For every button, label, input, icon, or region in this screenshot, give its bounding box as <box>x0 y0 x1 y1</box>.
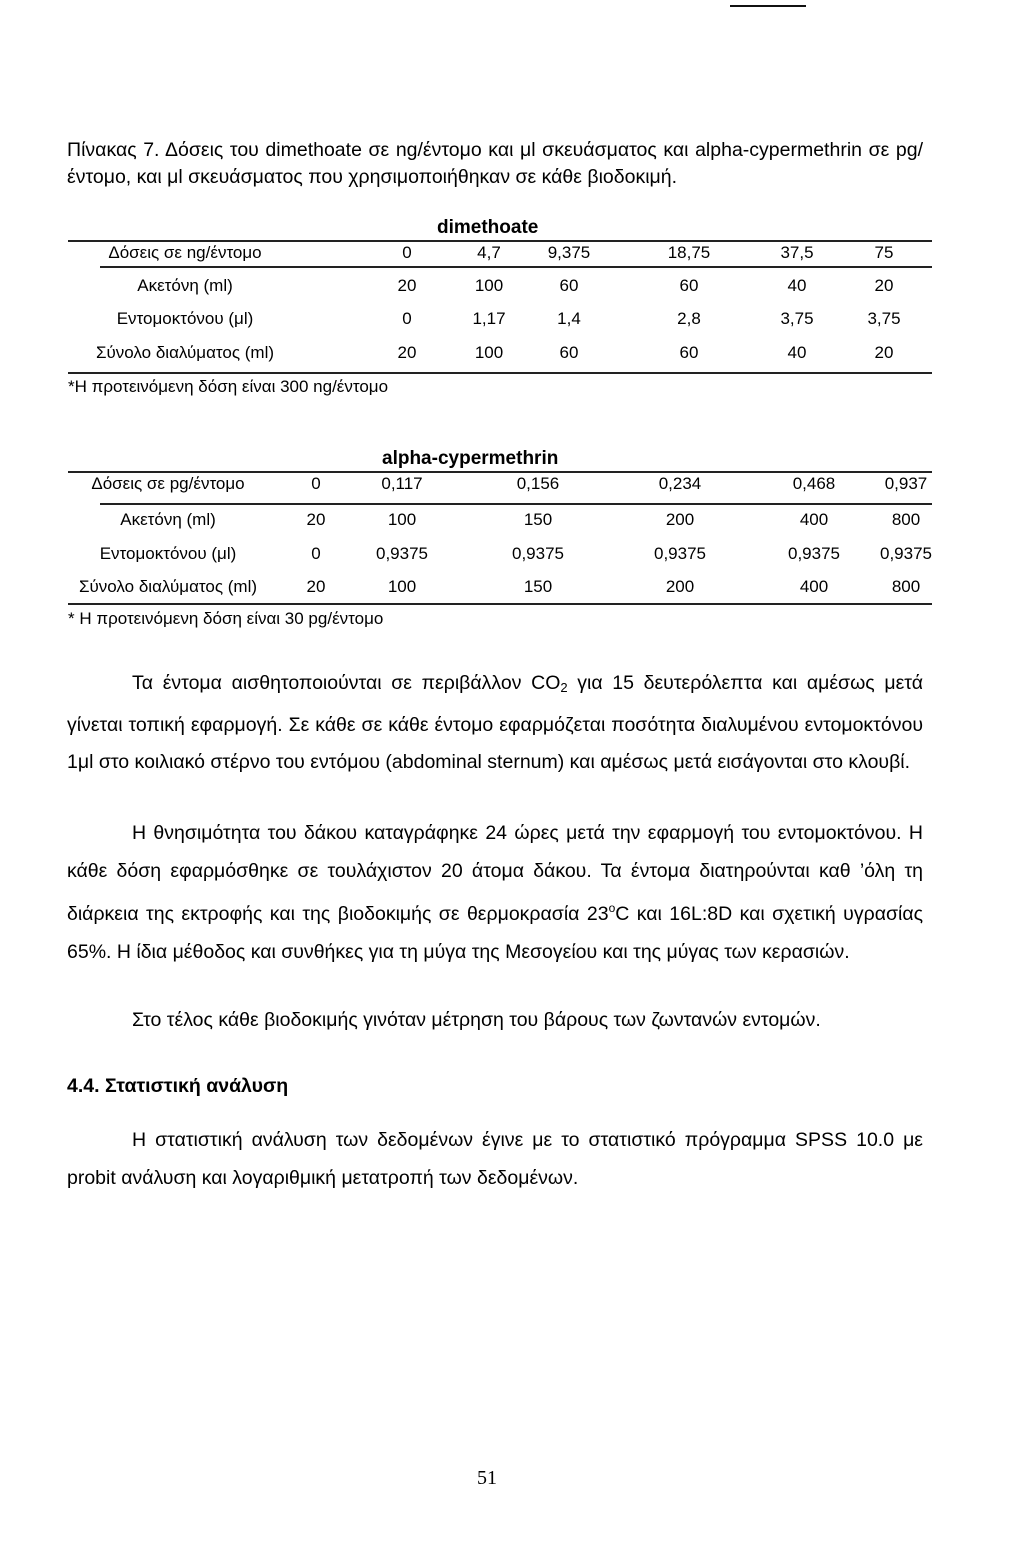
table-cell: 60 <box>559 343 579 362</box>
table-cell: 0 <box>402 243 412 262</box>
table-cell: 0,468 <box>792 474 836 493</box>
table-cell: 0,9375 <box>512 544 564 563</box>
table-caption <box>67 137 923 191</box>
table-cell: 200 <box>665 510 695 529</box>
table-cell: 0 <box>311 544 321 563</box>
table-row <box>0 577 1024 599</box>
table-cell: 0,156 <box>516 474 560 493</box>
table-cell: 1,17 <box>472 309 506 328</box>
table-cell: 60 <box>559 276 579 295</box>
table-cell: 0,9375 <box>654 544 706 563</box>
row-label: Εντομοκτόνου (μl) <box>116 309 254 328</box>
table-cell: 0,9375 <box>376 544 428 563</box>
table-cell: 37,5 <box>780 243 814 262</box>
dimethoate-header-rule <box>100 266 932 268</box>
table-cell: 100 <box>474 343 504 362</box>
alpha-top-rule <box>68 471 932 473</box>
row-label: Σύνολο διαλύματος (ml) <box>95 343 275 362</box>
paragraph-2 <box>67 815 923 971</box>
table-row <box>0 276 1024 298</box>
paragraph-4: Η στατιστική ανάλυση των δεδομένων έγινε με το στατιστικό πρόγραμμα SPSS 10.0 με probit ανάλυση και λογαριθμική μετατροπή των δεδομένων. <box>67 1129 923 1189</box>
table-cell: 100 <box>387 510 417 529</box>
table-cell: 0,117 <box>381 474 423 493</box>
p1-text-b: για 15 δευτερόλεπτα και αμέσως μετά γίνεται τοπική εφαρμογή. Σε κάθε σε κάθε έντομο εφαρμόζεται ποσότητα διαλυμένου εντομοκτόνου 1μl στο κοιλιακό στέρνο του εντόμου (abdominal sternum) και αμέσως μετά εισάγονται στο κλουβί. <box>67 672 923 773</box>
table-cell: 0,9375 <box>880 544 932 563</box>
p1-text-a: Τα έντομα αισθητοποιούνται σε περιβάλλον CO <box>132 672 561 694</box>
table-cell: 1,4 <box>557 309 581 328</box>
table-cell: 200 <box>665 577 695 596</box>
p2-text-a: Η θνησιμότητα του δάκου καταγράφηκε 24 ώρες μετά την εφαρμογή του εντομοκτόνου. Η κάθε δόση εφαρμόσθηκε σε τουλάχιστον 20 άτομα δάκου. Τα έντομα διατηρούνται καθ ’όλη τη διάρκεια της εκτροφής και της βιοδοκιμής σε θερμοκρασία 23 <box>67 822 923 925</box>
table-cell: 0,937 <box>884 474 928 493</box>
table-cell: 0,9375 <box>788 544 840 563</box>
row-label: Δόσεις σε pg/έντομο <box>91 474 245 493</box>
table-cell: 60 <box>679 276 699 295</box>
table-cell: 75 <box>874 243 894 262</box>
table-cell: 2,8 <box>677 309 701 328</box>
p1-subscript: 2 <box>560 680 568 695</box>
table-cell: 100 <box>387 577 417 596</box>
table-cell: 20 <box>306 510 326 529</box>
table-cell: 400 <box>799 510 829 529</box>
table-cell: 100 <box>474 276 504 295</box>
page-number: 51 <box>477 1467 497 1489</box>
table-cell: 40 <box>787 276 807 295</box>
table-cell: 20 <box>397 276 417 295</box>
table-cell: 0 <box>311 474 321 493</box>
table-cell: 40 <box>787 343 807 362</box>
top-rule <box>730 5 806 7</box>
table-cell: 20 <box>874 343 894 362</box>
caption-text: Δόσεις του dimethoate σε ng/έντομο και μl σκευάσματος και alpha-cypermethrin σε pg/έντομο, και μl σκευάσματος που χρησιμοποιήθηκαν σε κάθε βιοδοκιμή. <box>67 139 924 188</box>
table-row <box>0 544 1024 566</box>
row-label: Ακετόνη (ml) <box>120 510 216 529</box>
table-cell: 0 <box>402 309 412 328</box>
alpha-title: alpha-cypermethrin <box>382 448 559 469</box>
table-cell: 20 <box>874 276 894 295</box>
table-row <box>0 243 1024 265</box>
section-heading: 4.4. Στατιστική ανάλυση <box>67 1075 289 1097</box>
table-cell: 18,75 <box>667 243 711 262</box>
table-cell: 20 <box>306 577 326 596</box>
dimethoate-top-rule <box>68 240 932 242</box>
dimethoate-title: dimethoate <box>437 217 539 238</box>
table-row <box>0 474 1024 496</box>
alpha-header-rule <box>100 503 932 505</box>
row-label: Ακετόνη (ml) <box>137 276 233 295</box>
table-cell: 3,75 <box>867 309 901 328</box>
table-cell: 20 <box>397 343 417 362</box>
dimethoate-bottom-rule <box>68 372 932 374</box>
row-label: Δόσεις σε ng/έντομο <box>108 243 262 262</box>
table-cell: 0,234 <box>658 474 702 493</box>
table-row <box>0 343 1024 365</box>
table-row <box>0 309 1024 331</box>
p2-text-b: C και 16L:8D και σχετική υγρασίας 65%. Η ίδια μέθοδος και συνθήκες για τη μύγα της Μεσογείου και της μύγας των κερασιών. <box>67 903 924 963</box>
table-cell: 150 <box>523 577 553 596</box>
row-label: Εντομοκτόνου (μl) <box>99 544 237 563</box>
row-label: Σύνολο διαλύματος (ml) <box>78 577 258 596</box>
alpha-bottom-rule <box>68 603 932 605</box>
alpha-note: * Η προτεινόμενη δόση είναι 30 pg/έντομο <box>68 609 384 628</box>
paragraph-1 <box>67 665 923 782</box>
table-cell: 400 <box>799 577 829 596</box>
table-cell: 800 <box>891 510 921 529</box>
caption-label: Πίνακας 7. <box>67 139 160 161</box>
paragraph-3: Στο τέλος κάθε βιοδοκιμής γινόταν μέτρηση του βάρους των ζωντανών εντομών. <box>132 1009 821 1031</box>
table-cell: 60 <box>679 343 699 362</box>
dimethoate-note: *Η προτεινόμενη δόση είναι 300 ng/έντομο <box>68 377 389 396</box>
table-row <box>0 510 1024 532</box>
table-cell: 800 <box>891 577 921 596</box>
p2-superscript: o <box>608 901 616 915</box>
table-cell: 9,375 <box>547 243 591 262</box>
table-cell: 3,75 <box>780 309 814 328</box>
table-cell: 150 <box>523 510 553 529</box>
table-cell: 4,7 <box>477 243 501 262</box>
